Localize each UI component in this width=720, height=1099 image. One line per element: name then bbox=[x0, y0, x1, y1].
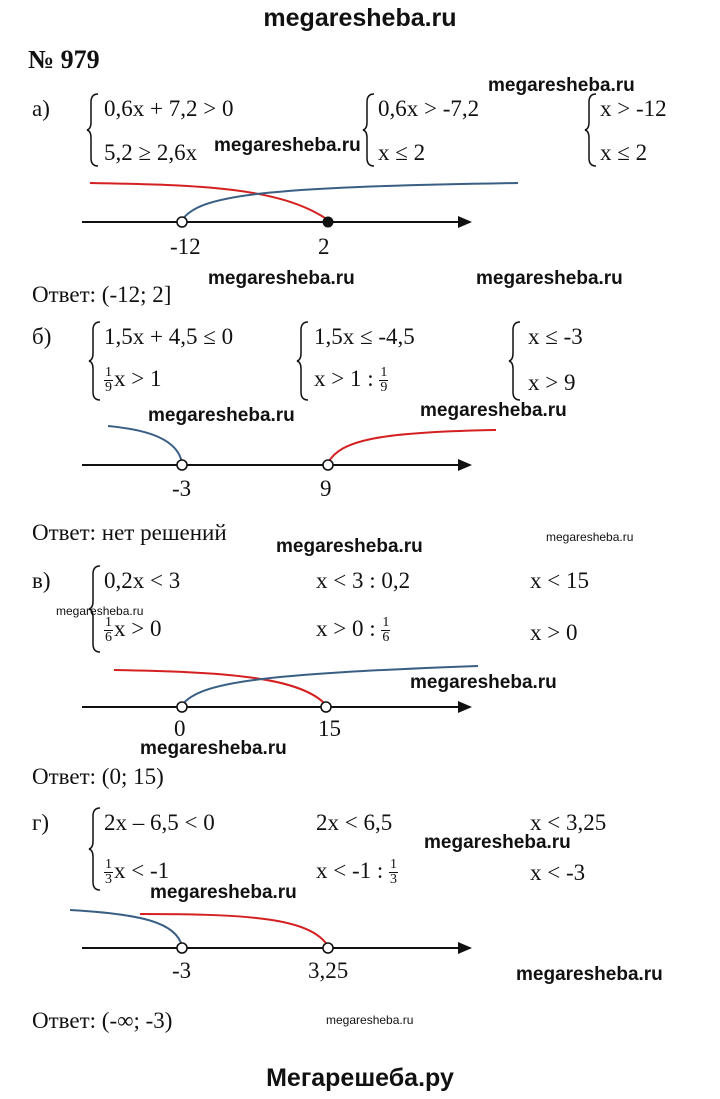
part-v-col2-line1: x < 3 : 0,2 bbox=[316, 568, 411, 593]
shade-red-b bbox=[328, 430, 496, 463]
part-b-col2-line1: 1,5x ≤ -4,5 bbox=[314, 324, 415, 349]
open-point-g1 bbox=[177, 943, 187, 953]
part-b-col1-line1: 1,5x + 4,5 ≤ 0 bbox=[104, 324, 234, 349]
watermark: megaresheba.ru bbox=[214, 135, 361, 156]
part-a-point1: -12 bbox=[170, 234, 201, 259]
part-g-col2-line1: 2x < 6,5 bbox=[316, 810, 393, 835]
part-v-point1: 0 bbox=[174, 716, 186, 741]
part-b-col3-line2: x > 9 bbox=[528, 370, 576, 395]
part-v-col2-line2: x > 0 : $\frac{1}{6}$ bbox=[316, 615, 390, 646]
watermark: megaresheba.ru bbox=[516, 964, 663, 985]
watermark: megaresheba.ru bbox=[476, 268, 623, 289]
part-a-label: а) bbox=[32, 96, 50, 121]
part-g-col2-line2: x < -1 : $\frac{1}{3}$ bbox=[316, 857, 398, 888]
watermark: megaresheba.ru bbox=[424, 832, 571, 853]
brace-a1 bbox=[86, 92, 100, 168]
part-v-answer: Ответ: (0; 15) bbox=[32, 764, 164, 789]
part-b-answer: Ответ: нет решений bbox=[32, 520, 227, 545]
part-a-answer: Ответ: (-12; 2] bbox=[32, 282, 172, 307]
watermark-small: megaresheba.ru bbox=[546, 530, 634, 544]
open-point-v1 bbox=[177, 702, 187, 712]
open-point-b2 bbox=[323, 460, 333, 470]
part-g-col3-line2: x < -3 bbox=[530, 860, 586, 885]
part-v-col1-line2: $\frac{1}{6}$ x > 0 bbox=[105, 615, 162, 646]
part-g-label: г) bbox=[32, 810, 50, 835]
watermark: megaresheba.ru bbox=[140, 738, 287, 759]
closed-point-a bbox=[323, 217, 334, 228]
part-b-col2-line2: x > 1 : $\frac{1}{9}$ bbox=[314, 365, 388, 396]
part-v-col1-line1: 0,2x < 3 bbox=[104, 568, 181, 593]
watermark: megaresheba.ru bbox=[208, 268, 355, 289]
frac-v1: $\frac{1}{6}$ bbox=[105, 615, 112, 646]
site-header: megaresheba.ru bbox=[263, 4, 457, 32]
frac-b1: $\frac{1}{9}$ bbox=[105, 365, 112, 396]
watermark: megaresheba.ru bbox=[276, 536, 423, 557]
brace-g1 bbox=[88, 806, 102, 892]
frac-v2: $\frac{1}{6}$ bbox=[382, 615, 390, 646]
part-v-point2: 15 bbox=[318, 716, 341, 741]
part-a-col3-line2: x ≤ 2 bbox=[600, 140, 648, 165]
frac-b2: $\frac{1}{9}$ bbox=[380, 365, 388, 396]
part-v-label: в) bbox=[32, 568, 51, 593]
watermark: megaresheba.ru bbox=[420, 400, 567, 421]
shade-blue-b bbox=[108, 426, 182, 463]
part-v-col3-line2: x > 0 bbox=[530, 620, 578, 645]
watermark-small: megaresheba.ru bbox=[56, 604, 144, 618]
watermark: megaresheba.ru bbox=[148, 405, 295, 426]
frac-g1: $\frac{1}{3}$ bbox=[105, 857, 112, 888]
open-point-b1 bbox=[177, 460, 187, 470]
part-a-col2-line2: x ≤ 2 bbox=[378, 140, 426, 165]
part-g-point1: -3 bbox=[172, 958, 192, 983]
watermark: megaresheba.ru bbox=[410, 672, 557, 693]
open-point-a bbox=[177, 217, 187, 227]
part-a-col1-line1: 0,6x + 7,2 > 0 bbox=[104, 96, 234, 121]
part-a-col2-line1: 0,6x > -7,2 bbox=[378, 96, 480, 121]
brace-a2 bbox=[362, 92, 376, 168]
part-v-col3-line1: x < 15 bbox=[530, 568, 589, 593]
brace-b1 bbox=[88, 320, 102, 402]
part-b-label: б) bbox=[32, 324, 52, 349]
shade-blue-a bbox=[182, 183, 518, 220]
part-g-point2: 3,25 bbox=[308, 958, 349, 983]
open-point-g2 bbox=[323, 943, 333, 953]
shade-blue-g bbox=[70, 910, 182, 946]
number-line-v bbox=[0, 660, 720, 720]
part-a-col1-line2: 5,2 ≥ 2,6x bbox=[104, 140, 198, 165]
number-line-b bbox=[0, 420, 720, 480]
part-g-answer: Ответ: (-∞; -3) bbox=[32, 1008, 173, 1033]
problem-number: № 979 bbox=[28, 45, 100, 74]
part-b-point2: 9 bbox=[320, 476, 332, 501]
brace-b3 bbox=[508, 320, 522, 402]
shade-red-a bbox=[90, 183, 328, 220]
part-g-col1-line1: 2x – 6,5 < 0 bbox=[104, 810, 215, 835]
brace-a3 bbox=[584, 92, 598, 168]
part-b-col3-line1: x ≤ -3 bbox=[528, 324, 583, 349]
part-a-point2: 2 bbox=[318, 234, 330, 259]
watermark-small: megaresheba.ru bbox=[326, 1013, 414, 1027]
part-g-col3-line1: x < 3,25 bbox=[530, 810, 607, 835]
number-line-g bbox=[0, 900, 720, 960]
brace-b2 bbox=[296, 320, 310, 402]
number-line-a bbox=[0, 175, 720, 235]
part-b-point1: -3 bbox=[172, 476, 192, 501]
frac-g2: $\frac{1}{3}$ bbox=[390, 857, 398, 888]
watermark: megaresheba.ru bbox=[488, 75, 635, 96]
site-footer: Мегарешеба.ру bbox=[266, 1064, 454, 1092]
part-g-col1-line2: $\frac{1}{3}$ x < -1 bbox=[105, 857, 170, 888]
open-point-v2 bbox=[321, 702, 331, 712]
shade-red-g bbox=[140, 914, 328, 946]
watermark: megaresheba.ru bbox=[150, 882, 297, 903]
part-b-col1-line2: $\frac{1}{9}$ x > 1 bbox=[105, 365, 162, 396]
part-a-col3-line1: x > -12 bbox=[600, 96, 667, 121]
